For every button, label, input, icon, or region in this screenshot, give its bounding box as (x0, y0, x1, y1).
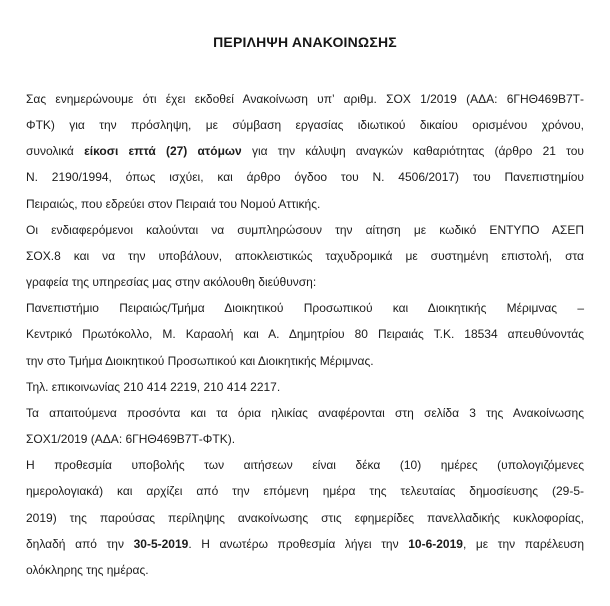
text-line (26, 86, 584, 112)
text-line (26, 452, 584, 478)
bold-text-run: είκοσι επτά (27) ατόμων (84, 144, 242, 159)
text-run: γραφεία της υπηρεσίας μας στην ακόλουθη διεύθυνση: (26, 275, 317, 290)
text-run: 2019) της παρούσας περίληψης ανακοίνωσης στις εφημερίδες πανελλαδικής κυκλοφορίας, (26, 510, 584, 525)
text-run: συνολικά (26, 144, 85, 159)
paragraph (26, 295, 584, 373)
text-line (26, 164, 584, 190)
text-line (26, 321, 584, 347)
text-line (26, 557, 584, 583)
text-line (26, 400, 584, 426)
paragraph (26, 452, 584, 583)
text-line (26, 478, 584, 504)
text-run: ΣΟΧ.8 και να την υποβάλουν, αποκλειστικώς ταχυδρομικά με συστημένη επιστολή, στα (26, 248, 584, 263)
text-run: Κεντρικό Πρωτόκολλο, Μ. Καραολή και Α. Δημητρίου 80 Πειραιάς Τ.Κ. 18534 απευθύνοντάς (26, 327, 584, 342)
paragraph (26, 217, 584, 295)
bold-text-run: 30-5-2019 (133, 536, 189, 551)
text-run: για την κάλυψη αναγκών καθαριότητας (άρθρο 21 του (241, 144, 584, 159)
text-line (26, 112, 584, 138)
document-body (26, 86, 584, 583)
paragraph (26, 400, 584, 452)
text-line (26, 505, 584, 531)
text-run: ΣΟΧ1/2019 (ΑΔΑ: 6ΓΗΘ469Β7Τ-ΦΤΚ). (26, 432, 236, 447)
document-title: ΠΕΡΙΛΗΨΗ ΑΝΑΚΟΙΝΩΣΗΣ (213, 34, 397, 50)
text-run: . Η ανωτέρω προθεσμία λήγει την (188, 536, 409, 551)
text-run: , με την παρέλευση (462, 536, 584, 551)
text-line (26, 138, 584, 164)
text-run: Η προθεσμία υποβολής των αιτήσεων είναι δέκα (10) ημέρες (υπολογιζόμενες (26, 458, 584, 473)
text-run: Οι ενδιαφερόμενοι καλούνται να συμπληρώσουν την αίτηση με κωδικό ΕΝΤΥΠΟ ΑΣΕΠ (26, 222, 584, 237)
text-run: δηλαδή από την (26, 536, 134, 551)
text-run: την στο Τμήμα Διοικητικού Προσωπικού και Διοικητικής Μέριμνας. (26, 353, 374, 368)
text-run: Τηλ. επικοινωνίας 210 414 2219, 210 414 2217. (26, 379, 281, 394)
text-line (26, 531, 584, 557)
text-line (26, 243, 584, 269)
text-line (26, 217, 584, 243)
bold-text-run: 10-6-2019 (408, 536, 463, 551)
text-line (26, 269, 584, 295)
text-run: ΦΤΚ) για την πρόσληψη, με σύμβαση εργασίας ιδιωτικού δικαίου ορισμένου χρόνου, (26, 118, 584, 133)
paragraph (26, 86, 584, 217)
text-run: ολόκληρης της ημέρας. (26, 562, 149, 577)
text-line (26, 191, 584, 217)
text-run: Πειραιώς, που εδρεύει στον Πειραιά του Νομού Αττικής. (26, 196, 321, 211)
text-run: Πανεπιστήμιο Πειραιώς/Τμήμα Διοικητικού Προσωπικού και Διοικητικής Μέριμνας – (26, 301, 584, 316)
text-run: Σας ενημερώνουμε ότι έχει εκδοθεί Ανακοίνωση υπ’ αριθμ. ΣΟΧ 1/2019 (ΑΔΑ: 6ΓΗΘ469Β7Τ- (26, 92, 584, 106)
text-run: Ν. 2190/1994, όπως ισχύει, και άρθρο όγδοο του Ν. 4506/2017) του Πανεπιστημίου (26, 170, 584, 185)
paragraph (26, 374, 584, 400)
text-line (26, 374, 584, 400)
text-line (26, 348, 584, 374)
text-line (26, 295, 584, 321)
text-line (26, 426, 584, 452)
text-run: ημερολογιακά) και αρχίζει από την επόμενη ημέρα της τελευταίας δημοσίευσης (29-5- (26, 484, 584, 499)
text-run: Τα απαιτούμενα προσόντα και τα όρια ηλικίας αναφέρονται στη σελίδα 3 της Ανακοίνωσης (26, 405, 584, 420)
